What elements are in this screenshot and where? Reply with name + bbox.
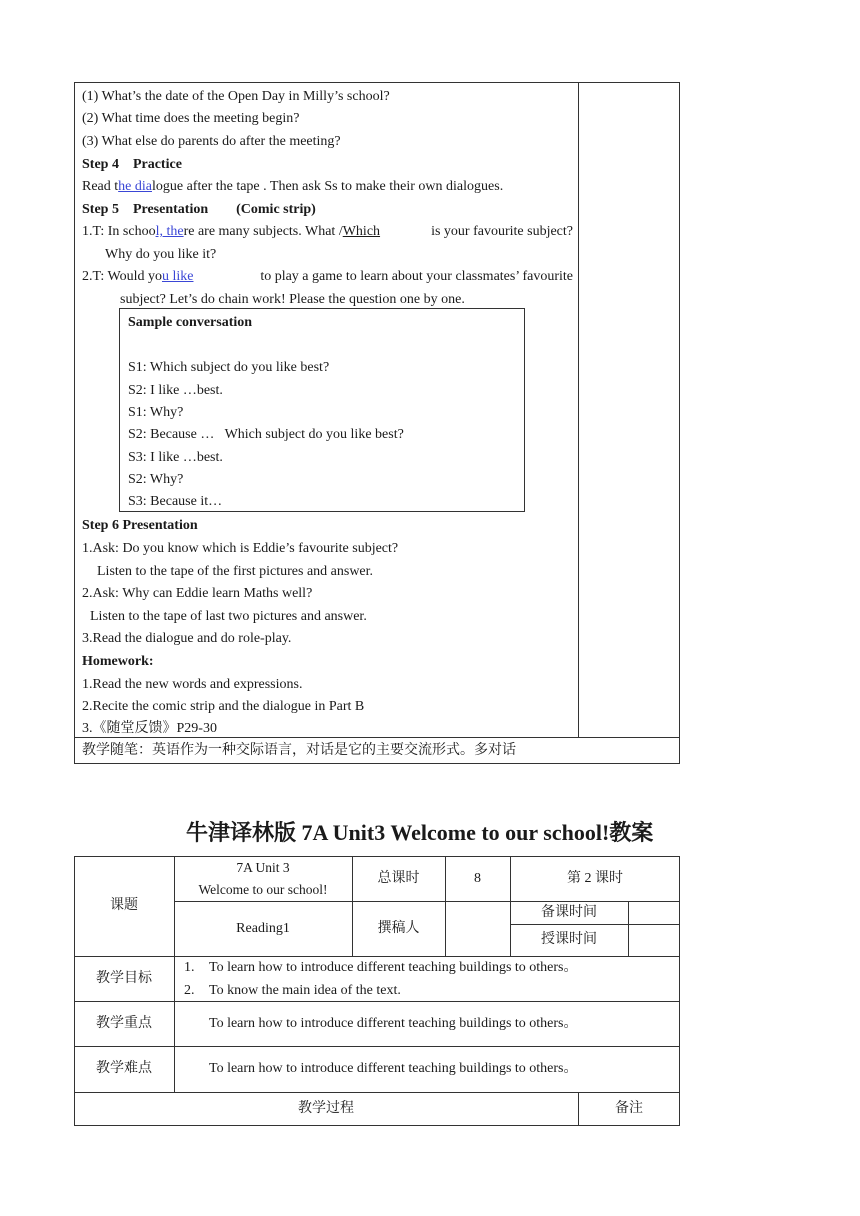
sample-line-7: S3: Because it… [128,494,223,509]
prep-time-label: 备课时间 [541,904,597,920]
sample-line-6: S2: Why? [128,472,184,487]
step5-item1: 1.T: In school, there are many subjects. What /Which is your favourite subject? [82,224,573,239]
teach-time-value [628,924,680,956]
homework-line-2: 2.Recite the comic strip and the dialogue in Part B [82,699,365,714]
question-3: (3) What else do parents do after the meeting? [82,134,341,149]
goal-1: To learn how to introduce different teaching buildings to others。 [209,960,578,975]
sample-line-1: S1: Which subject do you like best? [128,360,330,375]
goal-num-1: 1. [184,960,195,975]
topic-value: 7A Unit 3 Welcome to our school! [198,859,328,897]
homework-line-3: 3.《随堂反馈》P29-30 [82,721,217,736]
item1-link[interactable]: l, the [155,224,184,239]
sample-line-2: S2: I like …best. [128,383,223,398]
key-point: To learn how to introduce different teaching buildings to others。 [209,1016,578,1031]
step5-item2-line2: subject? Let’s do chain work! Please the question one by one. [120,292,465,307]
top-table-remarks-divider [578,82,579,737]
sample-conversation-title: Sample conversation [128,315,253,330]
remarks-label: 备注 [615,1101,643,1116]
prep-time-value [628,901,680,924]
step6-line-1: 1.Ask: Do you know which is Eddie’s favourite subject? [82,541,399,556]
section-name: Reading1 [236,920,290,936]
author-value [445,901,510,956]
homework-heading: Homework: [82,654,154,669]
sample-line-4: S2: Because … Which subject do you like best? [128,427,404,442]
teach-time-label: 授课时间 [541,932,597,947]
teaching-notes: 教学随笔：英语作为一种交际语言，对话是它的主要交流形式。多对话 [82,743,516,758]
step4-text: Read the dialogue after the tape . Then ask Ss to make their own dialogues. [82,179,504,194]
total-hours-value: 8 [474,870,481,886]
homework-line-1: 1.Read the new words and expressions. [82,677,303,692]
topic-label: 课题 [110,898,138,913]
step5-item2: 2.T: Would you like to play a game to learn about your classmates’ favourite [82,269,573,284]
step6-line-3: 2.Ask: Why can Eddie learn Maths well? [82,586,313,601]
goal-num-2: 2. [184,983,195,998]
goals-label: 教学目标 [96,970,152,986]
sample-line-3: S1: Why? [128,405,184,420]
item2-link[interactable]: u like [161,269,194,284]
step6-line-5: 3.Read the dialogue and do role-play. [82,631,292,646]
step5-item1-line2: Why do you like it? [105,247,217,262]
difficult-point-label: 教学难点 [96,1061,152,1076]
document-title: 牛津译林版 7A Unit3 Welcome to our school!教案 [186,820,654,845]
step6-line-4: Listen to the tape of last two pictures and answer. [90,609,367,624]
step5-heading: Step 5 Presentation (Comic strip) [82,202,316,217]
lesson-number: 第 2 课时 [567,870,623,886]
process-label: 教学过程 [298,1101,354,1116]
goal-2: To know the main idea of the text. [209,983,401,998]
step4-heading: Step 4 Practice [82,157,182,172]
difficult-point: To learn how to introduce different teaching buildings to others。 [209,1061,578,1076]
step4-link[interactable]: he dia [118,179,152,194]
step6-heading: Step 6 Presentation [82,518,198,533]
key-point-label: 教学重点 [96,1015,152,1031]
question-2: (2) What time does the meeting begin? [82,111,300,126]
total-hours-label: 总课时 [377,870,420,886]
question-1: (1) What’s the date of the Open Day in Milly’s school? [82,89,390,104]
sample-line-5: S3: I like …best. [128,450,223,465]
author-label: 撰稿人 [377,920,420,936]
step6-line-2: Listen to the tape of the first pictures and answer. [97,564,374,579]
